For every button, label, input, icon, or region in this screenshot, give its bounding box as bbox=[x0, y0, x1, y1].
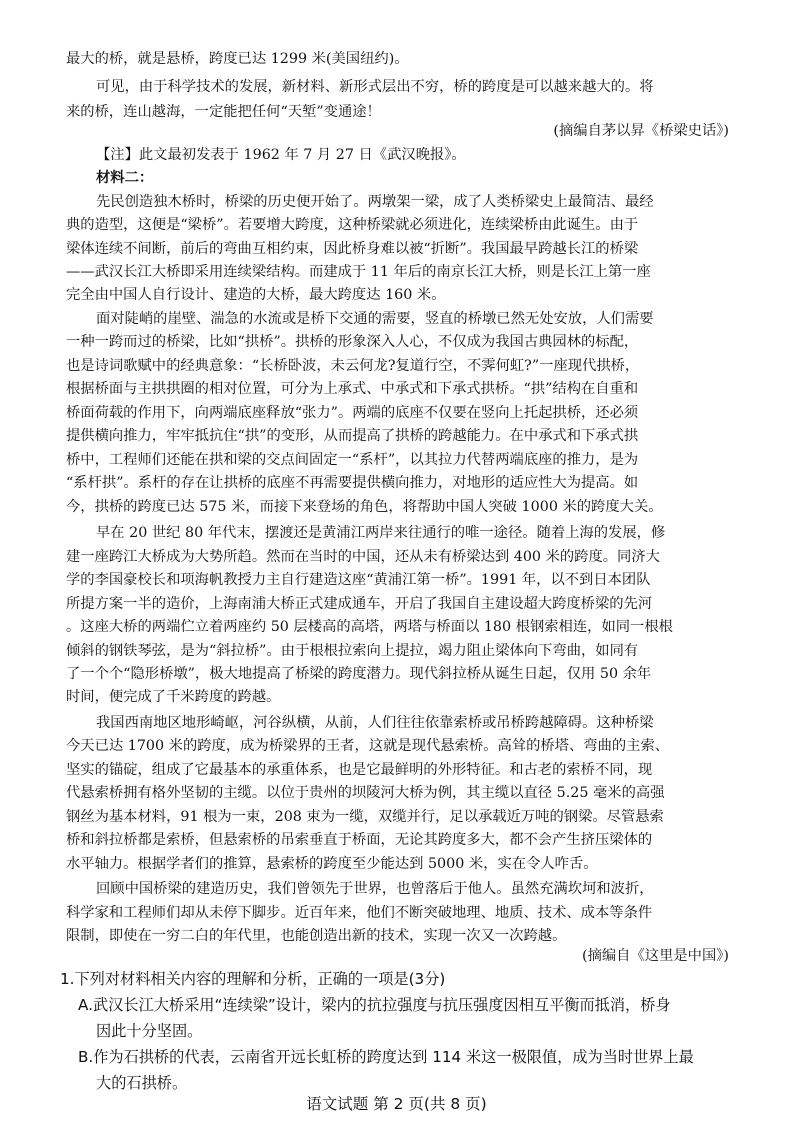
text-line: 典的造型，这便是“梁桥”。若要增大跨度，这种桥梁就必须进化，连续梁桥由此诞生。由于 bbox=[66, 217, 639, 233]
text-line: 钢丝为基本材料，91 根为一束，208 束为一缆，双缆并行，足以承载近万吨的钢梁。尽管悬索 bbox=[66, 809, 664, 825]
option-a: A.武汉长江大桥采用“连续梁”设计，梁内的抗拉强度与抗压强度因相互平衡而抵消，桥身 bbox=[78, 996, 671, 1014]
text-line: 。这座大桥的两端伫立着两座约 50 层楼高的高塔，两塔与桥面以 180 根钢索相连，如同一根根 bbox=[66, 619, 673, 635]
text-line: 代悬索桥拥有格外坚韧的主缆。以位于贵州的坝陵河大桥为例，其主缆以直径 5.25 毫米的高强 bbox=[66, 785, 665, 801]
text-line: 水平轴力。根据学者们的推算，悬索桥的跨度至少能达到 5000 米，实在令人咋舌。 bbox=[66, 856, 598, 872]
source-attribution: (摘编自《这里是中国》) bbox=[582, 948, 729, 964]
material-heading: 材料二： bbox=[96, 170, 154, 186]
text-line: 科学家和工程师们却从未停下脚步。近百年来，他们不断突破地理、地质、技术、成本等条件 bbox=[66, 905, 653, 921]
source-attribution: (摘编自茅以昇《桥梁史话》) bbox=[553, 123, 729, 139]
text-line: 提供横向推力，牢牢抵抗住“拱”的变形，从而提高了拱桥的跨越能力。在中承式和下承式拱 bbox=[66, 428, 639, 444]
text-line: 倾斜的钢铁琴弦，是为“斜拉桥”。由于根根拉索向上提拉，竭力阻止梁体向下弯曲，如同有 bbox=[66, 643, 639, 659]
text-line: 时间，便完成了千米跨度的跨越。 bbox=[66, 689, 281, 705]
option-b-cont: 大的石拱桥。 bbox=[96, 1074, 188, 1092]
text-line: 桥中，工程师们还能在拱和梁的交点间固定一“系杆”，以其拉力代替两端底座的推力，是为 bbox=[66, 452, 639, 468]
text-line: 桥和斜拉桥都是索桥，但悬索桥的吊索垂直于桥面，无论其跨度多大，都不会产生挤压梁体的 bbox=[66, 832, 653, 848]
text-line: 先民创造独木桥时，桥梁的历史便开始了。两墩架一梁，成了人类桥梁史上最简洁、最经 bbox=[96, 194, 654, 210]
text-line: 桥面荷载的作用下，向两端底座释放“张力”。两端的底座不仅要在竖向上托起拱桥，还必须 bbox=[66, 405, 639, 421]
text-line: 也是诗词歌赋中的经典意象：“长桥卧波，未云何龙?复道行空，不霁何虹?”一座现代拱桥， bbox=[66, 358, 640, 374]
text-line: 最大的桥，就是悬桥，跨度已达 1299 米(美国纽约)。 bbox=[66, 51, 409, 67]
text-line: 面对陡峭的崖壁、湍急的水流或是桥下交通的需要，竖直的桥墩已然无处安放，人们需要 bbox=[96, 311, 654, 327]
text-line: 坚实的锚碇，组成了它最基本的承重体系，也是它最鲜明的外形特征。和古老的索桥不同，现 bbox=[66, 762, 653, 778]
text-line: 建一座跨江大桥成为大势所趋。然而在当时的中国，还从未有桥梁达到 400 米的跨度。同济大 bbox=[66, 549, 660, 565]
text-line: 完全由中国人自行设计、建造的大桥，最大跨度达 160 米。 bbox=[66, 287, 446, 303]
text-line: 来的桥，连山越海，一定能把任何“天堑”变通途！ bbox=[66, 104, 381, 120]
text-line: 今，拱桥的跨度已达 575 米，而接下来登场的角色，将帮助中国人突破 1000 米的跨度大关。 bbox=[66, 499, 663, 515]
text-line: 限制，即使在一穷二白的年代里，也能创造出新的技术，实现一次又一次跨越。 bbox=[66, 928, 567, 944]
question-stem: 1.下列对材料相关内容的理解和分析，正确的一项是(3分) bbox=[60, 970, 446, 988]
text-line: 我国西南地区地形崎岖，河谷纵横，从前，人们往往依靠索桥或吊桥跨越障碍。这种桥梁 bbox=[96, 715, 654, 731]
text-line: ——武汉长江大桥即采用连续梁结构。而建成于 11 年后的南京长江大桥，则是长江上第一座 bbox=[66, 264, 651, 280]
text-line: 可见，由于科学技术的发展，新材料、新形式层出不穷，桥的跨度是可以越来越大的。将 bbox=[96, 79, 654, 95]
text-line: 所提方案一半的造价，上海南浦大桥正式建成通车，开启了我国自主建设超大跨度桥梁的先河 bbox=[66, 596, 653, 612]
text-line: 回顾中国桥梁的建造历史，我们曾领先于世界，也曾落后于他人。虽然充满坎坷和波折， bbox=[96, 881, 654, 897]
text-line: “系杆拱”。系杆的存在让拱桥的底座不再需要提供横向推力，对地形的适应性大为提高。如 bbox=[66, 475, 639, 491]
text-line: 了一个个“隐形桥墩”，极大地提高了桥梁的跨度潜力。现代斜拉桥从诞生日起，仅用 50 余年 bbox=[66, 666, 652, 682]
page-footer: 语文试题 第 2 页(共 8 页) bbox=[306, 1095, 487, 1113]
note: 【注】此文最初发表于 1962 年 7 月 27 日《武汉晚报》。 bbox=[96, 147, 466, 163]
text-line: 一种一跨而过的桥梁，比如“拱桥”。拱桥的形象深入人心，不仅成为我国古典园林的标配， bbox=[66, 334, 639, 350]
text-line: 根据桥面与主拱拱圈的相对位置，可分为上承式、中承式和下承式拱桥。“拱”结构在自重和 bbox=[66, 381, 639, 397]
option-a-cont: 因此十分坚固。 bbox=[96, 1022, 203, 1040]
option-b: B.作为石拱桥的代表，云南省开远长虹桥的跨度达到 114 米这一极限值，成为当时世界上最 bbox=[78, 1048, 694, 1066]
text-line: 早在 20 世纪 80 年代末，摆渡还是黄浦江两岸来往通行的唯一途径。随着上海的发展，修 bbox=[96, 525, 666, 541]
text-line: 学的李国豪校长和项海帆教授力主自行建造这座“黄浦江第一桥”。1991 年，以不到日本团队 bbox=[66, 572, 651, 588]
text-line: 梁体连续不间断，前后的弯曲互相约束，因此桥身难以被“折断”。我国最早跨越长江的桥梁 bbox=[66, 241, 639, 257]
text-line: 今天已达 1700 米的跨度，成为桥梁界的王者，这就是现代悬索桥。高耸的桥塔、弯曲的主索、 bbox=[66, 738, 670, 754]
